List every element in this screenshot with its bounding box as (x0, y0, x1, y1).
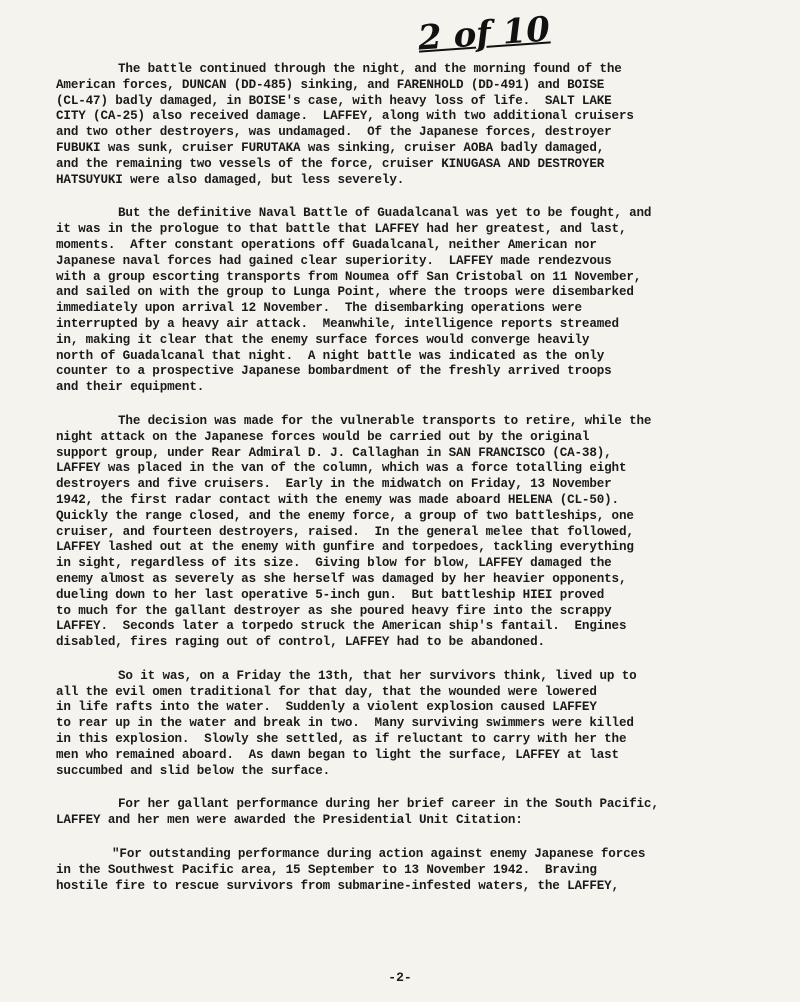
page-number: -2- (388, 970, 412, 985)
text-line: and two other destroyers, was undamaged. Of the Japanese forces, destroyer (56, 125, 612, 140)
text-line: LAFFEY lashed out at the enemy with gunfire and torpedoes, tackling everything (56, 540, 634, 555)
text-line: American forces, DUNCAN (DD-485) sinking, and FARENHOLD (DD-491) and BOISE (56, 77, 605, 92)
text-line: immediately upon arrival 12 November. The disembarking operations were (56, 301, 582, 316)
text-line: to much for the gallant destroyer as she poured heavy fire into the scrappy (56, 603, 612, 618)
text-line: all the evil omen traditional for that day, that the wounded were lowered (56, 684, 597, 699)
text-line: disabled, fires raging out of control, LAFFEY had to be abandoned. (56, 635, 545, 650)
text-line: HATSUYUKI were also damaged, but less severely. (56, 172, 405, 187)
text-line: "For outstanding performance during action against enemy Japanese forces (112, 847, 646, 862)
text-line: it was in the prologue to that battle that LAFFEY had her greatest, and last, (56, 222, 627, 237)
text-line: FUBUKI was sunk, cruiser FURUTAKA was sinking, cruiser AOBA badly damaged, (56, 140, 605, 155)
text-line: Japanese naval forces had gained clear superiority. LAFFEY made rendezvous (56, 253, 612, 268)
text-line: in life rafts into the water. Suddenly a violent explosion caused LAFFEY (56, 700, 597, 715)
text-line: north of Guadalcanal that night. A night battle was indicated as the only (56, 348, 605, 363)
text-line: succumbed and slid below the surface. (56, 763, 331, 778)
paragraph-battle-night (56, 62, 746, 188)
text-line: LAFFEY and her men were awarded the Presidential Unit Citation: (56, 813, 523, 828)
paragraph-friday-13th (56, 669, 746, 780)
text-line: in sight, regardless of its size. Giving blow for blow, LAFFEY damaged the (56, 556, 612, 571)
text-line: cruiser, and fourteen destroyers, raised. In the general melee that followed, (56, 524, 634, 539)
text-line: The decision was made for the vulnerable transports to retire, while the (118, 413, 652, 428)
paragraph-definitive-battle (56, 206, 746, 396)
text-line: and the remaining two vessels of the force, cruiser KINUGASA AND DESTROYER (56, 156, 605, 171)
text-line: in this explosion. Slowly she settled, as if reluctant to carry with her the (56, 732, 627, 747)
text-line: support group, under Rear Admiral D. J. Callaghan in SAN FRANCISCO (CA-38), (56, 445, 612, 460)
text-line: with a group escorting transports from Noumea off San Cristobal on 11 November, (56, 269, 642, 284)
text-line: dueling down to her last operative 5-inch gun. But battleship HIEI proved (56, 587, 605, 602)
text-line: LAFFEY. Seconds later a torpedo struck the American ship's fantail. Engines (56, 619, 627, 634)
text-line: Quickly the range closed, and the enemy force, a group of two battleships, one (56, 508, 634, 523)
text-line: For her gallant performance during her brief career in the South Pacific, (118, 797, 659, 812)
handwritten-page-mark: 2 of 10 (416, 9, 552, 59)
text-line: counter to a prospective Japanese bombardment of the freshly arrived troops (56, 364, 612, 379)
text-line: LAFFEY was placed in the van of the column, which was a force totalling eight (56, 461, 627, 476)
text-line: But the definitive Naval Battle of Guadalcanal was yet to be fought, and (118, 206, 652, 221)
text-line: So it was, on a Friday the 13th, that her survivors think, lived up to (118, 668, 637, 683)
text-line: men who remained aboard. As dawn began to light the surface, LAFFEY at last (56, 747, 619, 762)
paragraph-citation-quote (56, 847, 746, 894)
text-line: The battle continued through the night, and the morning found of the (118, 62, 622, 76)
text-line: in the Southwest Pacific area, 15 September to 13 November 1942. Braving (56, 862, 597, 877)
text-line: CITY (CA-25) also received damage. LAFFEY, along with two additional cruisers (56, 109, 634, 124)
text-line: (CL-47) badly damaged, in BOISE's case, with heavy loss of life. SALT LAKE (56, 93, 612, 108)
text-line: enemy almost as severely as she herself was damaged by her heavier opponents, (56, 571, 627, 586)
text-line: in, making it clear that the enemy surface forces would converge heavily (56, 332, 590, 347)
paragraph-night-attack (56, 414, 746, 651)
text-line: moments. After constant operations off Guadalcanal, neither American nor (56, 237, 597, 252)
document-body (56, 62, 746, 912)
text-line: interrupted by a heavy air attack. Meanwhile, intelligence reports streamed (56, 316, 619, 331)
text-line: and sailed on with the group to Lunga Point, where the troops were disembarked (56, 285, 634, 300)
paragraph-citation-intro (56, 797, 746, 829)
text-line: to rear up in the water and break in two. Many surviving swimmers were killed (56, 716, 634, 731)
text-line: night attack on the Japanese forces would be carried out by the original (56, 429, 590, 444)
text-line: destroyers and five cruisers. Early in the midwatch on Friday, 13 November (56, 477, 612, 492)
text-line: and their equipment. (56, 380, 205, 395)
text-line: 1942, the first radar contact with the enemy was made aboard HELENA (CL-50). (56, 492, 619, 507)
text-line: hostile fire to rescue survivors from submarine-infested waters, the LAFFEY, (56, 878, 619, 893)
